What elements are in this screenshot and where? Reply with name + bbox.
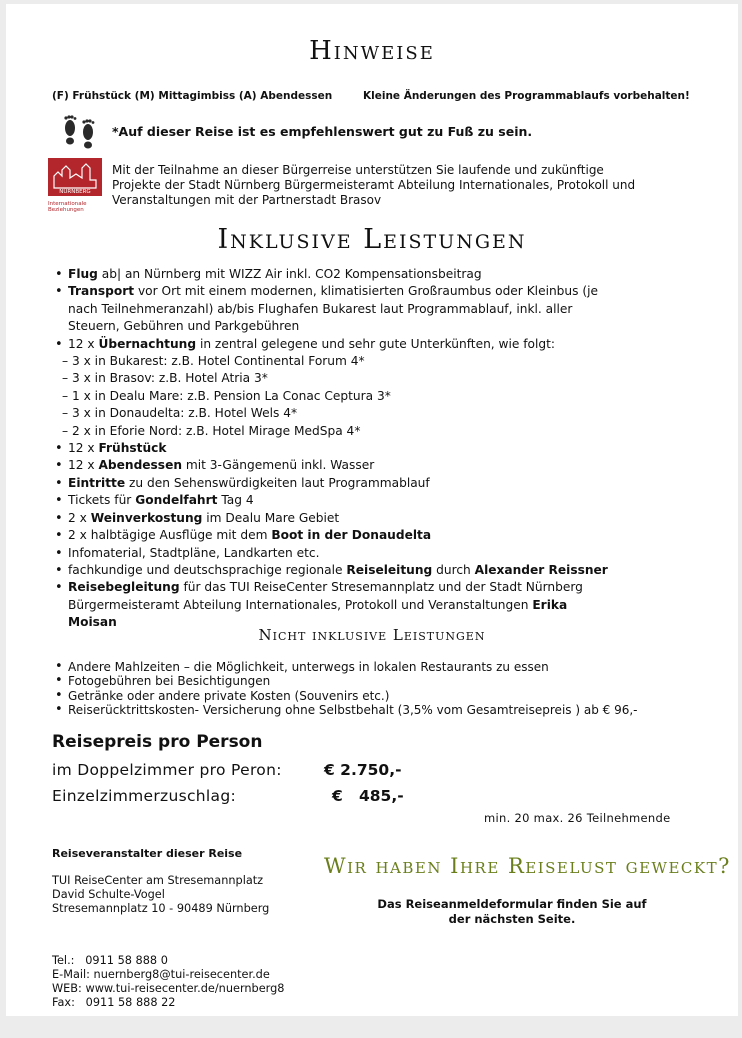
footprints-icon [56,112,102,152]
organizer-line: Stresemannplatz 10 - 90489 Nürnberg [52,902,270,915]
list-item: • Andere Mahlzeiten – die Möglichkeit, unterwegs in lokalen Restaurants zu essen [52,660,722,674]
inklusive-title: Inklusive Leistungen [217,224,527,255]
organizer-contact [52,968,284,996]
cta-line-2: der nächsten Seite. [448,912,576,926]
organizer-line: David Schulte-Vogel [52,888,165,901]
price-single-value: € 485,- [332,787,404,805]
list-item: • Transport vor Ort mit einem modernen, klimatisierten Großraumbus oder Kleinbus (je nach Teilnehmeranzahl) ab/bis Flughafen Bukarest laut Programmablauf, inkl. aller Steuern, Gebühren und Parkgebühren [52,283,712,335]
organizer-heading: Reiseveranstalter dieser Reise [52,847,243,860]
walking-note: *Auf dieser Reise ist es empfehlenswert gut zu Fuß zu sein. [112,124,533,139]
hotel-item: – 3 x in Brasov: z.B. Hotel Atria 3* [62,371,268,386]
list-item: • Reisebegleitung für das TUI ReiseCenter Stresemannplatz und der Stadt Nürnberg Bürgermeisteramt Abteilung Internationales, Protokoll und Veranstaltungen Erika Moisan [52,579,712,631]
list-item: • fachkundige und deutschsprachige regionale Reiseleitung durch Alexander Reissner [52,562,712,579]
price-heading: Reisepreis pro Person [52,732,263,752]
list-item: • Flug ab| an Nürnberg mit WIZZ Air inkl. CO2 Kompensationsbeitrag [52,266,712,283]
hotel-item: – 3 x in Donaudelta: z.B. Hotel Wels 4* [62,406,298,421]
price-double-value: € 2.750,- [324,761,402,779]
list-item: • 2 x halbtägige Ausflüge mit dem Boot in der Donaudelta [52,527,712,544]
list-item: • Fotogebühren bei Besichtigungen [52,674,722,688]
organizer-address [52,874,269,916]
hotel-item: – 2 x in Eforie Nord: z.B. Hotel Mirage MedSpa 4* [62,423,361,438]
support-line-3: Veranstaltungen mit der Partnerstadt Brasov [112,193,382,207]
cta-text [356,897,668,927]
list-item: • Infomaterial, Stadtpläne, Landkarten etc. [52,545,712,562]
hotel-item: – 1 x in Dealu Mare: z.B. Pension La Conac Ceptura 3* [62,388,391,403]
list-item: • 12 x Frühstück [52,440,712,457]
organizer-line: TUI ReiseCenter am Stresemannplatz [52,874,264,887]
logo-caption-2: Beziehungen [48,207,84,213]
hotel-item: – 3 x in Bukarest: z.B. Hotel Continental Forum 4* [62,354,365,369]
support-line-1: Mit der Teilnahme an dieser Bürgerreise unterstützen Sie laufende und zukünftige [112,163,604,177]
meal-legend: (F) Frühstück (M) Mittagimbiss (A) Abendessen [52,90,333,102]
list-item: • 12 x Abendessen mit 3-Gängemenü inkl. Wasser [52,457,712,474]
web-link[interactable]: WEB: www.tui-reisecenter.de/nuernberg8 [52,982,285,995]
price-single-label: Einzelzimmerzuschlag: [52,787,236,805]
price-double-label: im Doppelzimmer pro Peron: [52,761,282,779]
nicht-inklusive-list [52,660,722,718]
nuernberg-logo-icon [48,158,102,214]
email-link[interactable]: E-Mail: nuernberg8@tui-reisecenter.de [52,968,270,981]
logo-caption-1: Internationale [48,201,87,207]
logo-emblem [48,158,102,196]
tel-line: Tel.: 0911 58 888 0 [52,954,168,967]
hinweise-title: Hinweise [309,36,435,66]
participants-note: min. 20 max. 26 Teilnehmende [484,811,671,825]
logo-city-text: NÜRNBERG [59,189,91,195]
cta-heading: Wir haben Ihre Reiselust geweckt? [324,854,731,878]
list-item: • 12 x Übernachtung in zentral gelegene und sehr gute Unterkünften, wie folgt: – 3 x in Bukarest: z.B. Hotel Continental Forum 4* – 3 x in Brasov: z.B. Hotel Atria 3* – 1 x in Dealu Mare: z.B. Pension La Conac Ceptura 3* – 3 x in Donaudelta: z.B. Hotel Wels 4* – 2 x in Eforie Nord: z.B. Hotel Mirage MedSpa 4* [52,336,712,440]
list-item: • Getränke oder andere private Kosten (Souvenirs etc.) [52,689,722,703]
fax-line: Fax: 0911 58 888 22 [52,996,176,1009]
changes-note: Kleine Änderungen des Programmablaufs vorbehalten! [363,90,690,102]
support-text [112,163,635,208]
support-line-2: Projekte der Stadt Nürnberg Bürgermeisteramt Abteilung Internationales, Protokoll und [112,178,636,192]
hotel-list [52,353,712,440]
list-item: • Reiserücktrittskosten- Versicherung ohne Selbstbehalt (3,5% vom Gesamtreisepreis ) ab € 96,- [52,703,722,717]
cta-line-1: Das Reiseanmeldeformular finden Sie auf [377,897,647,911]
list-item: • Tickets für Gondelfahrt Tag 4 [52,492,712,509]
list-item: • 2 x Weinverkostung im Dealu Mare Gebiet [52,510,712,527]
inklusive-list [52,266,712,632]
document-page [6,4,738,1016]
list-item: • Eintritte zu den Sehenswürdigkeiten laut Programmablauf [52,475,712,492]
nicht-inklusive-title: Nicht inklusive Leistungen [258,626,486,644]
